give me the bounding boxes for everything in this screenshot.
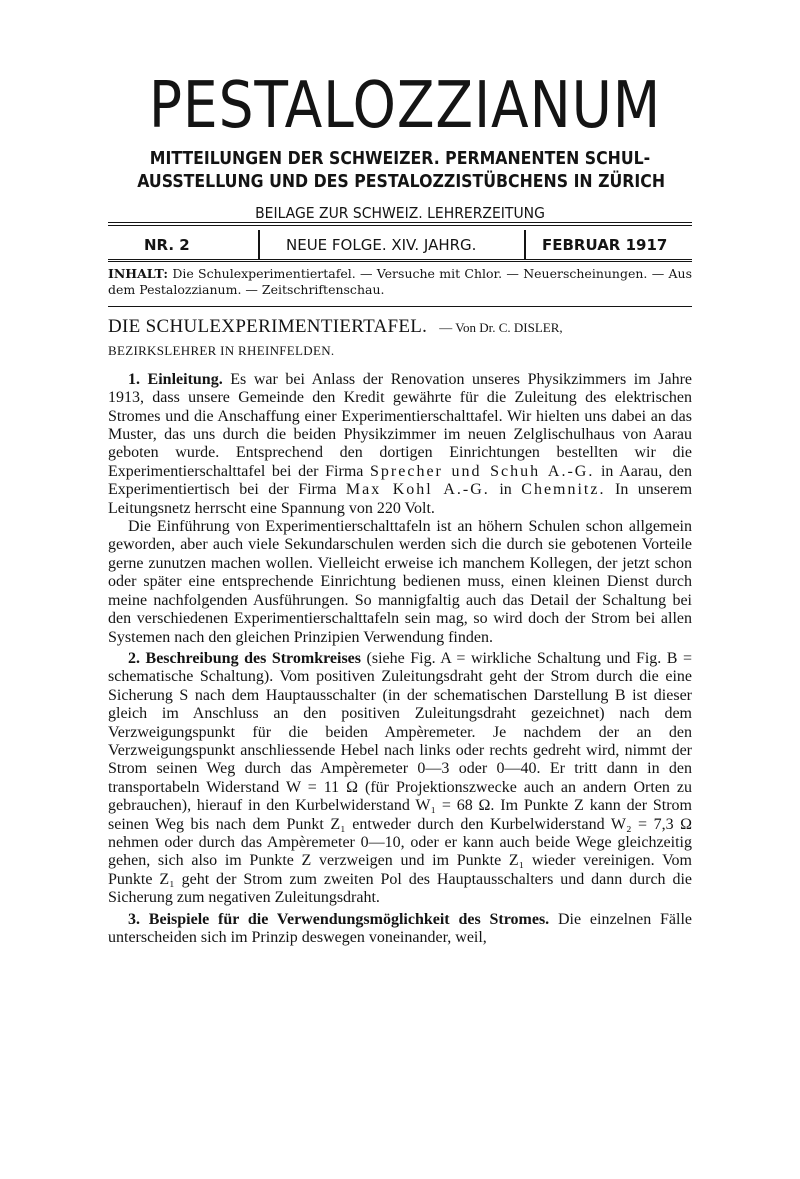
paragraph: [108, 911, 692, 948]
journal-title: PESTALOZZIANUM: [148, 69, 662, 143]
company-name: Max Kohl A.-G.: [345, 481, 490, 499]
paragraph-text: Es war bei Anlass der Renovation unseres Physikzimmers im Jahre 1913, dass unsere Gemeinde den Kredit gewährte für die Zuleitung des elektrischen Stromes und die Anschaffung einer Experimentierschalttafel. Wir hielten uns dabei an das Muster, das uns durch die beiden Physikzimmer im neuen Zelglischulhaus von Aarau geboten wurde. Entsprechend den dortigen Einrichtungen bestellten wir die Experimentierschalttafel bei der Firma: [108, 370, 692, 480]
article-header: [108, 318, 692, 337]
author-affiliation: BEZIRKSLEHRER IN RHEINFELDEN.: [108, 343, 335, 359]
paragraph-text: In unserem Leitungsnetz herrscht eine Spannung von 220 Volt.: [108, 481, 693, 517]
paragraph: Die Einführung von Experimentierschalttafeln ist an höhern Schulen schon allgemein geworden, aber auch viele Sekundarschulen werden sich die durch sie gebotenen Vorteile gerne zunutzen machen wollen. Vielleicht erweise ich manchem Kollegen, der jetzt schon oder später eine entsprechende Einrichtung bedienen muss, einen kleinen Dienst durch meine nachfolgenden Ausführungen. So mannigfaltig auch das Detail der Schaltung bei den verschiedenen Experimentierschalttafeln sein mag, so wird doch der Strom bei allen Systemen nach den gleichen Prinzipien Verwendung finden.: [108, 518, 692, 646]
paragraph-text: in: [499, 481, 512, 499]
article: [108, 318, 692, 947]
issue-number: NR. 2: [144, 236, 190, 254]
info-divider: [524, 230, 526, 260]
journal-subtitle-line2: AUSSTELLUNG UND DES PESTALOZZISTÜBCHENS IN ZÜRICH: [137, 172, 666, 192]
company-name: Sprecher und Schuh A.-G.: [370, 462, 595, 480]
masthead: [108, 70, 692, 223]
city-name: Chemnitz.: [521, 481, 606, 499]
section-heading: 2. Beschreibung des Stromkreises: [128, 649, 362, 667]
section-heading: 3. Beispiele für die Verwendungsmöglichkeit des Stromes.: [128, 910, 550, 928]
paragraph-text: (siehe Fig. A = wirkliche Schaltung und Fig. B = schematische Schaltung). Vom positiven Zuleitungsdraht geht der Strom durch die eine Sicherung S nach dem Hauptausschalter (in der schematischen Darstellung B ist dieser gleich im Anschluss an den positiven Zuleitungsdraht gezeichnet) nach dem Verzweigungspunkt für die beiden Ampèremeter. Je nachdem der an den Verzweigungspunkt anschliessende Hebel nach links oder rechts gedreht wird, nimmt der Strom seinen Weg durch das Ampèremeter 0—3 oder 0—40. Er tritt dann in den transportabeln Widerstand W = 11 Ω (für Projektionszwecke auch an andern Orten zu gebrauchen), hierauf in den Kurbelwiderstand W₁ = 68 Ω. Im Punkte Z kann der Strom seinen Weg bis nach dem Punkt Z₁ entweder durch den Kurbelwiderstand W₂ = 7,3 Ω nehmen oder durch das Ampèremeter 0—10, oder er kann auch beide Wege gleichzeitig gehen, sich also im Punkte Z verzweigen und im Punkte Z₁ wieder vereinigen. Vom Punkte Z₁ geht der Strom zum zweiten Pol des Hauptausschalters und dann durch die Sicherung zum negativen Zuleitungsdraht.: [108, 649, 693, 907]
issue-info-bar: [108, 222, 692, 262]
paragraph-text: Die einzelnen Fälle unterscheiden sich im Prinzip deswegen voneinander, weil,: [108, 910, 693, 946]
contents-text: Die Schulexperimentiertafel. — Versuche mit Chlor. — Neuerscheinungen. — Aus dem Pestalozzianum. — Zeitschriftenschau.: [108, 266, 692, 297]
table-of-contents: [108, 266, 692, 307]
article-byline: — Von Dr. C. DISLER,: [439, 320, 563, 335]
issue-series: NEUE FOLGE. XIV. JAHRG.: [286, 236, 477, 254]
supplement-note: BEILAGE ZUR SCHWEIZ. LEHRERZEITUNG: [255, 204, 545, 222]
journal-subtitle-line1: MITTEILUNGEN DER SCHWEIZER. PERMANENTEN SCHUL-: [149, 149, 651, 169]
paragraph: [108, 371, 692, 518]
section-heading: 1. Einleitung.: [128, 370, 223, 388]
article-title: DIE SCHULEXPERIMENTIERTAFEL.: [108, 316, 428, 337]
issue-date: FEBRUAR 1917: [542, 236, 668, 254]
contents-label: INHALT:: [108, 266, 169, 281]
paragraph-text: in Aarau, den Experimentiertisch bei der Firma: [108, 462, 693, 499]
info-divider: [258, 230, 260, 260]
paragraph: [108, 650, 692, 908]
